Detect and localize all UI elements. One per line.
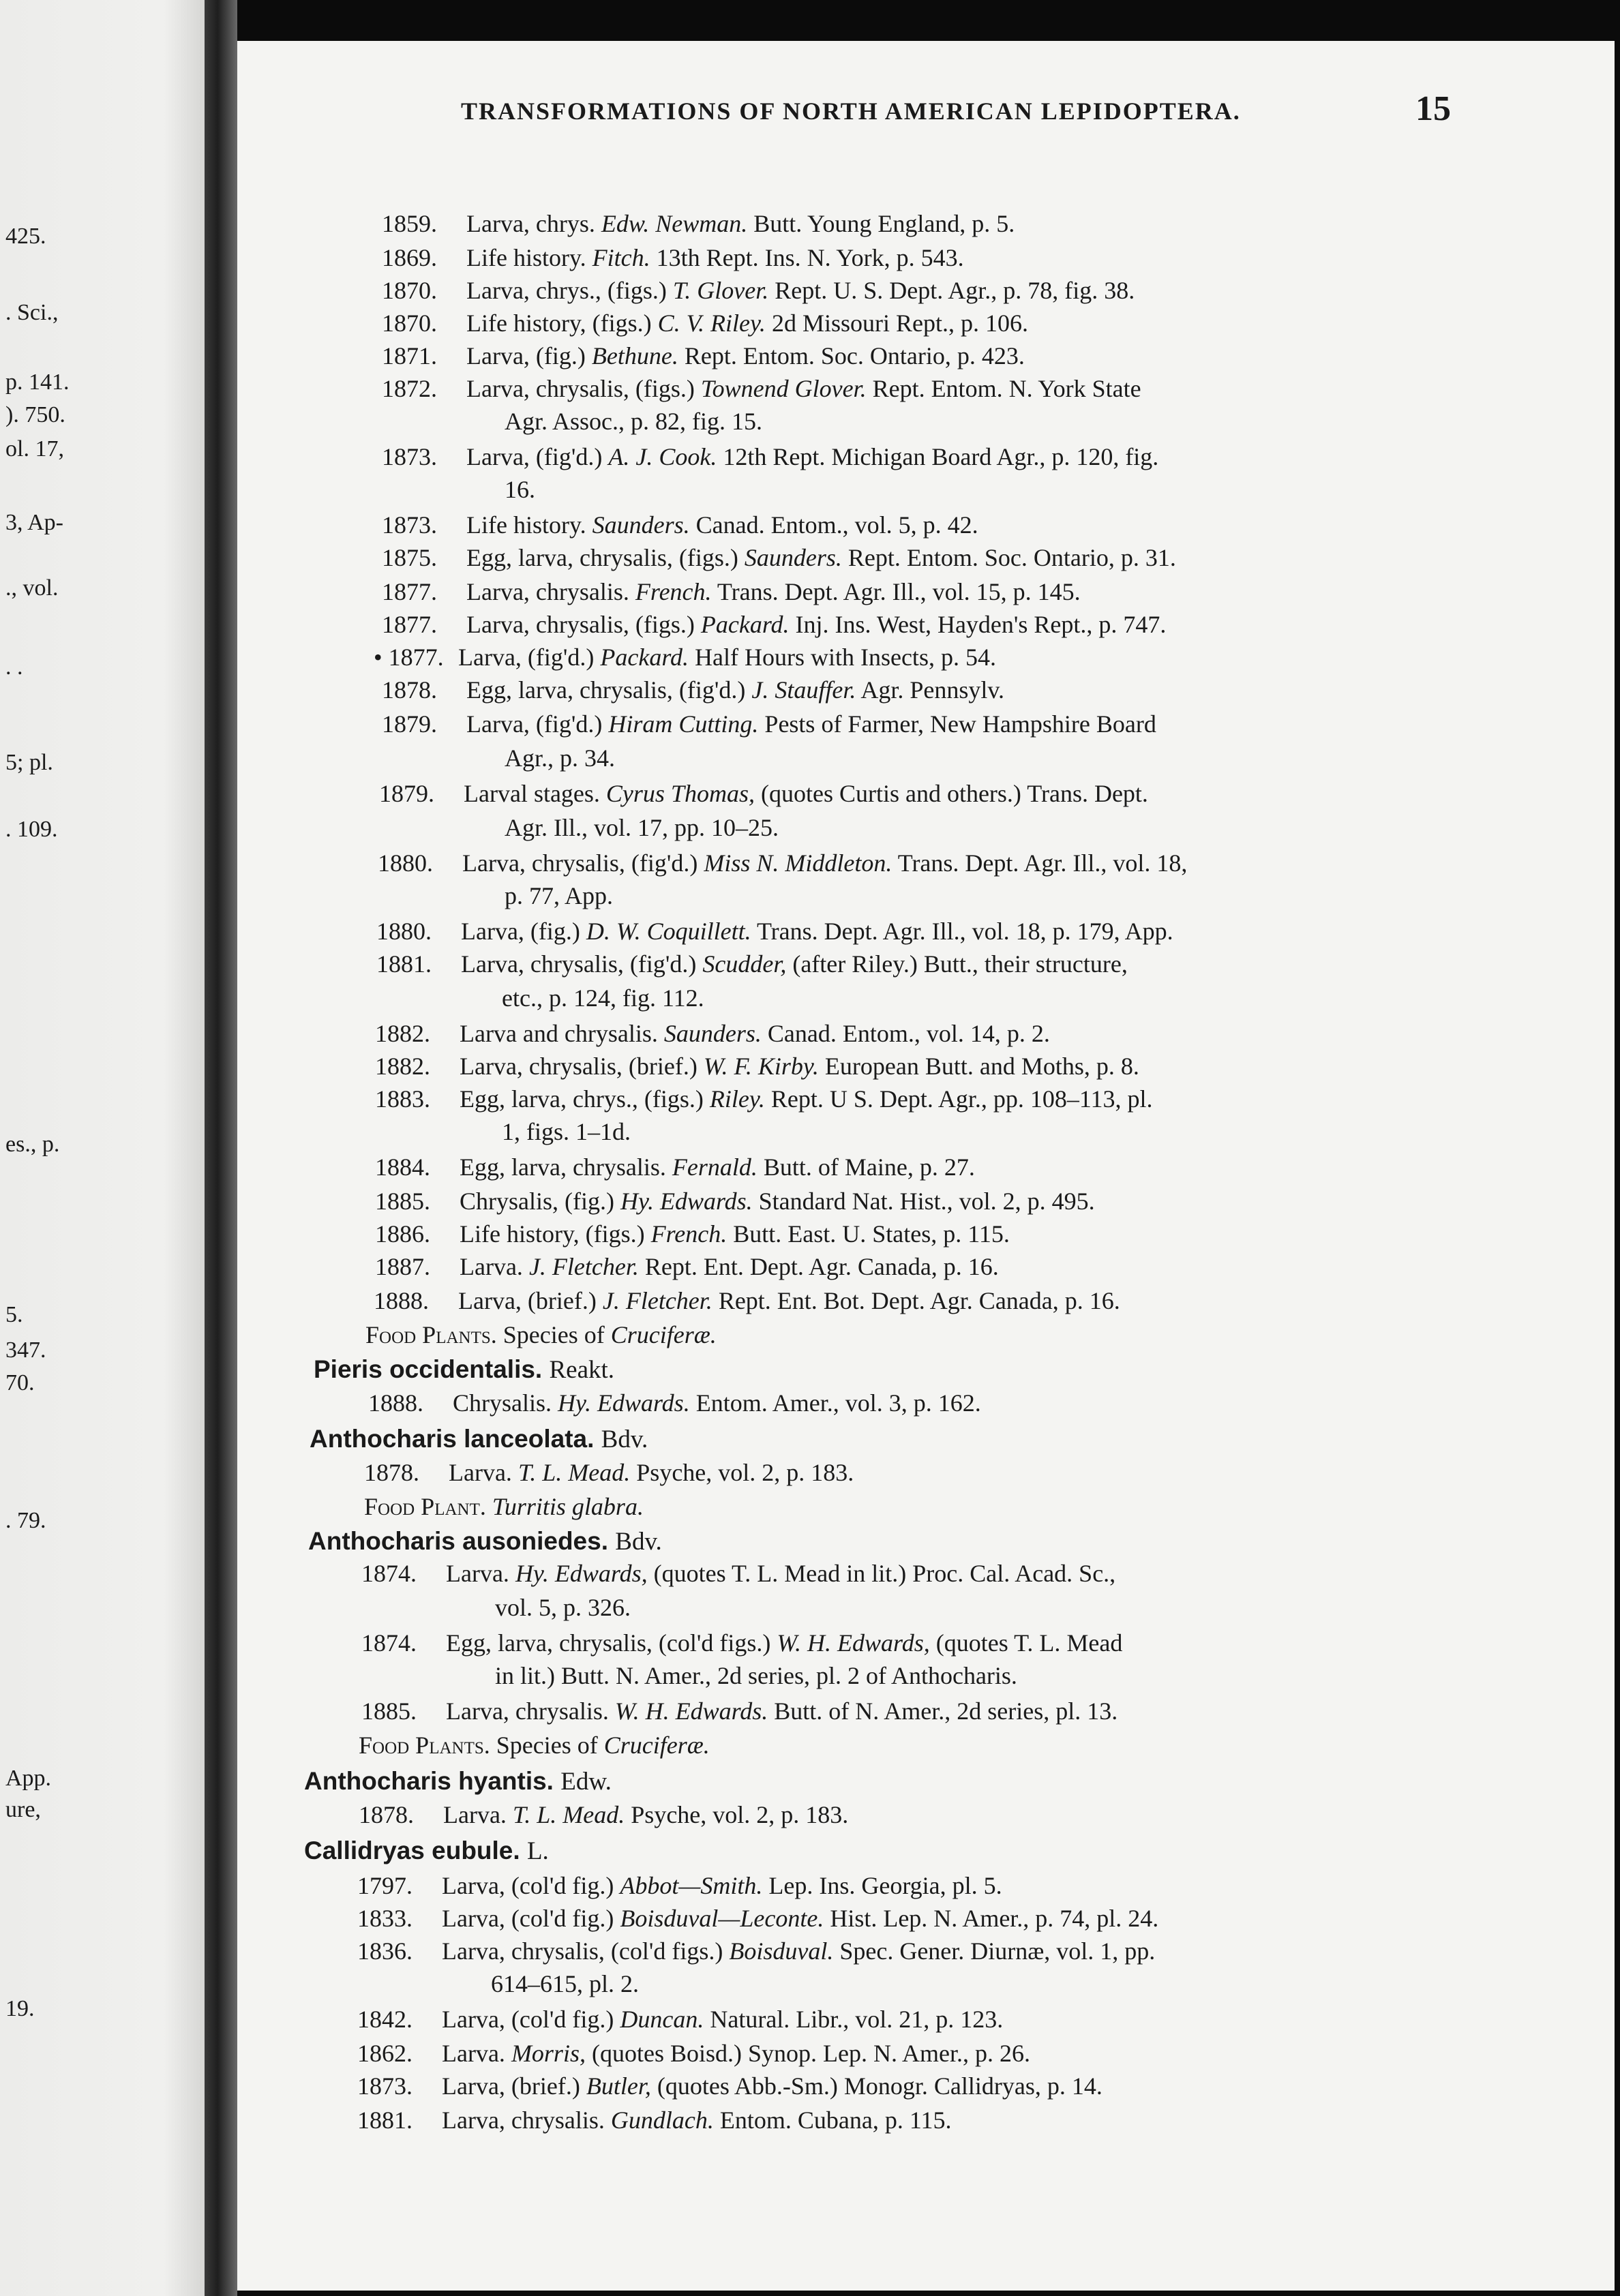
entry-author: Packard. (600, 644, 689, 671)
entry-year: 1877. (382, 611, 437, 638)
entry-author: Edw. Newman. (601, 210, 748, 237)
species-authority: Bdv. (601, 1425, 648, 1453)
entry-description: Egg, larva, chrysalis. (460, 1153, 666, 1181)
entry-author: Saunders. (592, 511, 690, 539)
entry-description: Larva, chrysalis, (fig'd.) (462, 849, 698, 877)
entry-author: Cyrus Thomas, (605, 780, 755, 807)
bibliography-line (495, 1663, 1017, 1688)
food-plants (359, 1733, 710, 1757)
left-page-fragment: . 79. (5, 1508, 46, 1533)
food-plants-genus: Cruciferæ. (610, 1321, 717, 1348)
entry-author: J. Stauffer. (751, 676, 856, 704)
entry-year: 1874. (361, 1629, 417, 1657)
entry-reference: Rept. Entom. Soc. Ontario, p. 423. (684, 342, 1025, 369)
species-heading (308, 1528, 662, 1554)
bibliography-line (505, 477, 535, 502)
entry-description: Larva, (fig'd.) (466, 710, 603, 738)
entry-description: in lit.) Butt. N. Amer., 2d series, pl. 2 of Anthocharis. (495, 1662, 1017, 1689)
left-page-fragment: 5. (5, 1302, 23, 1327)
bibliography-line (378, 851, 1187, 875)
entry-description: Larva, chrysalis, (fig'd.) (461, 950, 697, 978)
entry-reference: Rept. Entom. Soc. Ontario, p. 31. (847, 544, 1176, 571)
bibliography-line (374, 1288, 1120, 1313)
entry-reference: Butt. Young England, p. 5. (753, 210, 1015, 237)
bibliography-line (375, 1021, 1050, 1046)
left-page-fragment: . . (5, 654, 23, 680)
entry-reference: (quotes Abb.-Sm.) Monogr. Callidryas, p. 14. (657, 2072, 1102, 2100)
entry-reference: Rept. U S. Dept. Agr., pp. 108–113, pl. (770, 1085, 1153, 1113)
entry-author: D. W. Coquillett. (586, 918, 751, 945)
entry-reference: Canad. Entom., vol. 5, p. 42. (695, 511, 978, 539)
entry-description: Agr. Assoc., p. 82, fig. 15. (505, 408, 762, 435)
entry-year: 1883. (375, 1085, 430, 1113)
entry-year: 1871. (382, 342, 437, 369)
entry-reference: Spec. Gener. Diurnæ, vol. 1, pp. (839, 1937, 1156, 1965)
entry-author: Butler, (586, 2072, 651, 2100)
entry-description: vol. 5, p. 326. (495, 1594, 631, 1621)
bibliography-line (357, 2007, 1003, 2031)
entry-author: Hy. Edwards, (515, 1560, 648, 1587)
entry-author: French. (650, 1220, 728, 1248)
entry-year: 1833. (357, 1905, 412, 1932)
bibliography-line (375, 1155, 975, 1179)
food-plants-text: Species of (502, 1321, 605, 1348)
entry-description: Larva and chrysalis. (460, 1020, 658, 1047)
entry-description: Larva, chrysalis. (466, 578, 629, 605)
bibliography-line (375, 1087, 1153, 1111)
bibliography-line (357, 2108, 952, 2132)
entry-author: Duncan. (620, 2006, 704, 2033)
entry-description: Larva, (fig.) (461, 918, 580, 945)
entry-reference: Psyche, vol. 2, p. 183. (636, 1459, 854, 1486)
entry-author: T. L. Mead. (512, 1801, 625, 1828)
entry-year: 1873. (382, 443, 437, 470)
entry-description: Larva, chrysalis, (brief.) (460, 1053, 698, 1080)
entry-year: 1888. (374, 1287, 429, 1314)
entry-author: J. Fletcher. (602, 1287, 712, 1314)
entry-description: Larva. (449, 1459, 512, 1486)
entry-year: 1836. (357, 1937, 412, 1965)
bibliography-line (382, 344, 1025, 368)
bibliography-line (382, 678, 1004, 702)
left-page-fragment: 3, Ap- (5, 510, 63, 535)
bibliography-line (505, 746, 615, 770)
entry-author: A. J. Cook. (608, 443, 717, 470)
entry-author: Hy. Edwards. (620, 1188, 753, 1215)
entry-reference: Agr. Pennsylv. (860, 676, 1005, 704)
bibliography-line (376, 919, 1173, 943)
entry-author: T. L. Mead. (518, 1459, 631, 1486)
entry-description: Larva, chrys. (466, 210, 595, 237)
bibliography-line (505, 883, 613, 908)
entry-reference: Entom. Cubana, p. 115. (719, 2106, 952, 2134)
entry-author: Boisduval—Leconte. (620, 1905, 824, 1932)
entry-author: Packard. (700, 611, 790, 638)
entry-reference: 2d Missouri Rept., p. 106. (771, 309, 1028, 337)
entry-year: • 1877. (374, 644, 444, 671)
entry-reference: Rept. Ent. Bot. Dept. Agr. Canada, p. 16. (718, 1287, 1120, 1314)
entry-description: Larva, chrysalis, (figs.) (466, 611, 695, 638)
page-number: 15 (1415, 89, 1451, 128)
entry-description: Larval stages. (464, 780, 600, 807)
entry-author: W. H. Edwards. (614, 1697, 768, 1725)
entry-description: Life history. (466, 244, 586, 271)
bibliography-line (502, 986, 704, 1010)
left-page-fragment: p. 141. (5, 369, 70, 395)
food-plants-genus: Cruciferæ. (603, 1732, 710, 1759)
entry-author: Bethune. (591, 342, 678, 369)
bibliography-line (502, 1119, 631, 1144)
entry-year: 1870. (382, 277, 437, 304)
species-heading (304, 1768, 612, 1794)
entry-description: Larva. (460, 1253, 523, 1280)
entry-reference: (after Riley.) Butt., their structure, (792, 950, 1128, 978)
left-page-fragment: ol. 17, (5, 436, 64, 462)
bibliography-line (382, 278, 1135, 303)
bibliography-line (491, 1972, 639, 1996)
entry-reference: Rept. Entom. N. York State (872, 375, 1141, 402)
entry-reference: Butt. of Maine, p. 27. (763, 1153, 975, 1181)
entry-reference: European Butt. and Moths, p. 8. (824, 1053, 1139, 1080)
bibliography-line (376, 952, 1128, 976)
bibliography-line (379, 781, 1148, 806)
entry-description: Chrysalis, (fig.) (460, 1188, 614, 1215)
entry-description: Egg, larva, chrysalis, (col'd figs.) (446, 1629, 771, 1657)
entry-reference: Inj. Ins. West, Hayden's Rept., p. 747. (795, 611, 1167, 638)
entry-reference: (quotes T. L. Mead (935, 1629, 1123, 1657)
entry-description: p. 77, App. (505, 882, 614, 909)
bibliography-line (357, 2074, 1102, 2098)
entry-year: 1874. (361, 1560, 417, 1587)
entry-year: 1887. (375, 1253, 430, 1280)
bibliography-line (505, 409, 762, 434)
species-name: Pieris occidentalis. (314, 1355, 543, 1383)
entry-author: Miss N. Middleton. (704, 849, 892, 877)
entry-year: 1873. (382, 511, 437, 539)
entry-author: Fernald. (672, 1153, 758, 1181)
left-page-fragment: ure, (5, 1797, 41, 1822)
entry-author: Saunders. (663, 1020, 762, 1047)
left-page-fragment: 19. (5, 1996, 35, 2021)
entry-author: Hiram Cutting. (608, 710, 759, 738)
entry-description: Larva, chrysalis, (figs.) (466, 375, 695, 402)
entry-year: 1879. (382, 710, 437, 738)
bibliography-line (382, 545, 1176, 570)
bibliography-line (361, 1561, 1115, 1586)
entry-author: W. H. Edwards, (777, 1629, 930, 1657)
entry-year: 1882. (375, 1020, 430, 1047)
entry-year: 1878. (359, 1801, 414, 1828)
entry-reference: Standard Nat. Hist., vol. 2, p. 495. (758, 1188, 1095, 1215)
entry-year: 1884. (375, 1153, 430, 1181)
bibliography-line (382, 712, 1156, 736)
entry-description: 16. (505, 476, 535, 503)
entry-author: W. F. Kirby. (703, 1053, 819, 1080)
species-name: Callidryas eubule. (304, 1837, 520, 1864)
entry-reference: Canad. Entom., vol. 14, p. 2. (767, 1020, 1050, 1047)
entry-description: Life history. (466, 511, 586, 539)
entry-author: Gundlach. (610, 2106, 714, 2134)
entry-year: 1882. (375, 1053, 430, 1080)
entry-author: Scudder, (702, 950, 787, 978)
species-authority: Edw. (560, 1768, 612, 1796)
bibliography-line (368, 1391, 981, 1415)
species-name: Anthocharis lanceolata. (310, 1425, 595, 1453)
entry-description: Larva, chrysalis, (col'd figs.) (442, 1937, 723, 1965)
bibliography-line (382, 211, 1015, 236)
entry-reference: Psyche, vol. 2, p. 183. (631, 1801, 849, 1828)
entry-author: Saunders. (744, 544, 842, 571)
entry-description: Egg, larva, chrys., (figs.) (460, 1085, 704, 1113)
entry-year: 1880. (378, 849, 433, 877)
bibliography-line (361, 1631, 1122, 1655)
entry-author: Fitch. (592, 244, 650, 271)
entry-author: Riley. (709, 1085, 765, 1113)
entry-description: Larva. (443, 1801, 507, 1828)
left-page-fragment: ). 750. (5, 402, 65, 427)
entry-description: Larva. (442, 2040, 505, 2067)
left-page-fragment: . Sci., (5, 300, 59, 325)
entry-reference: Half Hours with Insects, p. 54. (695, 644, 996, 671)
food-plants-genus: Turritis glabra. (492, 1493, 644, 1520)
food-plants-label: Food Plants. (365, 1321, 497, 1348)
bibliography-line (357, 1873, 1002, 1898)
food-plants-label: Food Plant. (364, 1493, 486, 1520)
entry-description: Larva, (brief.) (458, 1287, 597, 1314)
entry-year: 1880. (376, 918, 432, 945)
entry-year: 1877. (382, 578, 437, 605)
entry-year: 1797. (357, 1872, 412, 1899)
bibliography-line (364, 1460, 854, 1485)
species-name: Anthocharis ausoniedes. (308, 1527, 608, 1555)
entry-year: 1885. (361, 1697, 417, 1725)
left-page-fragment: es., p. (5, 1132, 60, 1157)
entry-reference: Trans. Dept. Agr. Ill., vol. 18, (897, 849, 1188, 877)
species-authority: L. (526, 1837, 549, 1865)
entry-year: 1888. (368, 1389, 423, 1417)
bibliography-line (382, 579, 1081, 604)
entry-description: Life history, (figs.) (460, 1220, 645, 1248)
entry-author: T. Glover. (672, 277, 769, 304)
entry-reference: Rept. Ent. Dept. Agr. Canada, p. 16. (644, 1253, 999, 1280)
entry-year: 1873. (357, 2072, 412, 2100)
entry-author: Townend Glover. (700, 375, 867, 402)
bibliography-line (359, 1802, 848, 1827)
species-heading (304, 1838, 549, 1864)
entry-year: 1859. (382, 210, 437, 237)
food-plants (364, 1494, 644, 1519)
bibliography-line (375, 1222, 1010, 1246)
bibliography-line (382, 376, 1141, 401)
entry-year: 1881. (357, 2106, 412, 2134)
bibliography-line (374, 645, 996, 669)
left-page-fragment: . 109. (5, 817, 58, 842)
species-heading (310, 1426, 648, 1452)
running-head: TRANSFORMATIONS OF NORTH AMERICAN LEPIDOPTERA. (461, 97, 1241, 125)
entry-year: 1875. (382, 544, 437, 571)
entry-description: Larva, (brief.) (442, 2072, 580, 2100)
entry-year: 1886. (375, 1220, 430, 1248)
entry-reference: (quotes Boisd.) Synop. Lep. N. Amer., p. 26. (591, 2040, 1030, 2067)
entry-description: Chrysalis. (453, 1389, 552, 1417)
entry-reference: Natural. Libr., vol. 21, p. 123. (710, 2006, 1004, 2033)
entry-reference: Trans. Dept. Agr. Ill., vol. 18, p. 179, App. (756, 918, 1173, 945)
entry-year: 1872. (382, 375, 437, 402)
entry-description: Life history, (figs.) (466, 309, 652, 337)
bibliography-line (375, 1189, 1095, 1213)
left-page-fragment: 5; pl. (5, 750, 53, 775)
entry-author: Hy. Edwards. (558, 1389, 690, 1417)
entry-year: 1881. (376, 950, 432, 978)
bibliography-line (357, 1906, 1158, 1931)
entry-reference: (quotes T. L. Mead in lit.) Proc. Cal. Acad. Sc., (653, 1560, 1116, 1587)
bibliography-line (375, 1054, 1139, 1078)
entry-author: C. V. Riley. (657, 309, 766, 337)
entry-year: 1842. (357, 2006, 412, 2033)
entry-reference: Pests of Farmer, New Hampshire Board (764, 710, 1156, 738)
entry-year: 1878. (364, 1459, 419, 1486)
entry-description: Larva, (col'd fig.) (442, 1872, 614, 1899)
entry-description: Larva, (fig.) (466, 342, 586, 369)
bibliography-line (382, 444, 1158, 469)
entry-author: Morris, (511, 2040, 586, 2067)
species-name: Anthocharis hyantis. (304, 1767, 554, 1795)
left-page-fragment: 425. (5, 224, 46, 249)
entry-reference: Lep. Ins. Georgia, pl. 5. (768, 1872, 1002, 1899)
entry-description: Egg, larva, chrysalis, (figs.) (466, 544, 738, 571)
bibliography-line (382, 612, 1166, 637)
entry-year: 1878. (382, 676, 437, 704)
entry-year: 1879. (379, 780, 434, 807)
entry-description: Larva, chrysalis. (442, 2106, 605, 2134)
entry-reference: Hist. Lep. N. Amer., p. 74, pl. 24. (830, 1905, 1159, 1932)
bibliography-line (382, 513, 978, 537)
entry-description: Larva, chrysalis. (446, 1697, 609, 1725)
entry-reference: Rept. U. S. Dept. Agr., p. 78, fig. 38. (775, 277, 1135, 304)
entry-description: etc., p. 124, fig. 112. (502, 984, 704, 1012)
entry-description: Larva. (446, 1560, 509, 1587)
entry-description: Larva, (col'd fig.) (442, 2006, 614, 2033)
left-page-fragment: 70. (5, 1370, 35, 1395)
entry-description: Agr., p. 34. (505, 744, 615, 772)
entry-reference: Entom. Amer., vol. 3, p. 162. (695, 1389, 981, 1417)
entry-reference: (quotes Curtis and others.) Trans. Dept. (760, 780, 1148, 807)
entry-year: 1885. (375, 1188, 430, 1215)
bibliography-line (357, 1939, 1155, 1963)
species-heading (314, 1357, 614, 1383)
entry-reference: 13th Rept. Ins. N. York, p. 543. (656, 244, 964, 271)
entry-year: 1869. (382, 244, 437, 271)
entry-reference: 12th Rept. Michigan Board Agr., p. 120, fig. (723, 443, 1159, 470)
entry-description: 614–615, pl. 2. (491, 1970, 640, 1997)
entry-year: 1870. (382, 309, 437, 337)
entry-reference: Butt. East. U. States, p. 115. (733, 1220, 1010, 1248)
entry-author: Abbot—Smith. (620, 1872, 763, 1899)
left-page-fragment: App. (5, 1766, 52, 1791)
entry-author: J. Fletcher. (528, 1253, 639, 1280)
entry-description: 1, figs. 1–1d. (502, 1118, 631, 1145)
entry-reference: Trans. Dept. Agr. Ill., vol. 15, p. 145. (717, 578, 1081, 605)
bibliography-line (357, 2041, 1030, 2066)
bibliography-line (505, 815, 779, 840)
bibliography-line (382, 245, 964, 270)
food-plants-text: Species of (496, 1732, 598, 1759)
entry-reference: Butt. of N. Amer., 2d series, pl. 13. (774, 1697, 1118, 1725)
entry-description: Larva, (fig'd.) (466, 443, 603, 470)
left-page-fragment: ., vol. (5, 575, 59, 601)
entry-year: 1862. (357, 2040, 412, 2067)
bibliography-line (382, 311, 1028, 335)
entry-description: Larva, (col'd fig.) (442, 1905, 614, 1932)
entry-description: Larva, chrys., (figs.) (466, 277, 667, 304)
entry-description: Agr. Ill., vol. 17, pp. 10–25. (505, 814, 779, 841)
entry-description: Larva, (fig'd.) (458, 644, 595, 671)
bibliography-line (495, 1595, 631, 1620)
species-authority: Bdv. (615, 1528, 662, 1556)
bibliography-line (361, 1699, 1118, 1723)
entry-description: Egg, larva, chrysalis, (fig'd.) (466, 676, 746, 704)
bibliography-line (375, 1254, 999, 1279)
species-authority: Reakt. (549, 1356, 615, 1384)
food-plants (365, 1323, 717, 1347)
entry-author: French. (635, 578, 712, 605)
entry-author: Boisduval. (729, 1937, 834, 1965)
food-plants-label: Food Plants. (359, 1732, 490, 1759)
left-page-fragment: 347. (5, 1338, 46, 1363)
